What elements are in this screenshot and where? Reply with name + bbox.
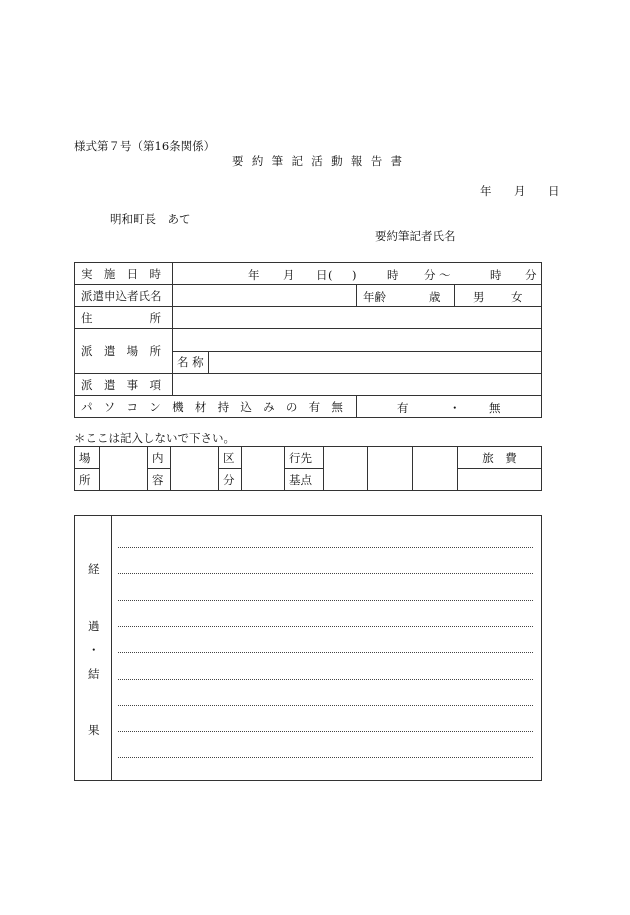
office-content-field[interactable] (171, 447, 219, 491)
label-place: 派 遣 場 所 (75, 329, 173, 374)
label-datetime: 実 施 日 時 (75, 263, 173, 285)
age-field[interactable]: 年齢 歳 (357, 285, 455, 307)
label-office-place-2: 所 (75, 469, 100, 491)
office-base-field-3[interactable] (413, 447, 458, 491)
date-day: 日 (548, 184, 560, 198)
label-matter: 派 遣 事 項 (75, 374, 173, 396)
option-yes[interactable]: 有 (397, 401, 409, 415)
title-char: 書 (390, 154, 402, 168)
row-place-top (75, 329, 542, 352)
option-no[interactable]: 無 (489, 401, 501, 415)
place-name-field[interactable] (209, 351, 542, 374)
label-pc-equipment: パ ソ コ ン 機 材 持 込 み の 有 無 (75, 396, 357, 418)
report-dotted-line[interactable] (118, 626, 533, 627)
label-office-place-1: 場 (75, 447, 100, 469)
row-applicant (75, 285, 542, 307)
date-month: 月 (514, 184, 526, 198)
request-table (74, 262, 542, 418)
side-char: 経 (88, 562, 100, 576)
applicant-name-field[interactable] (173, 285, 357, 307)
row-pc (75, 396, 542, 418)
pc-equipment-choice[interactable] (357, 396, 542, 418)
date-year: 年 (480, 184, 492, 198)
report-dotted-line[interactable] (118, 652, 533, 653)
label-office-division-2: 分 (219, 469, 242, 491)
label-travel-expense: 旅 費 (458, 447, 542, 469)
side-char: ・ (88, 643, 100, 657)
title-char: 活 (311, 154, 323, 168)
report-dotted-line[interactable] (118, 600, 533, 601)
report-dotted-line[interactable] (118, 757, 533, 758)
report-dotted-line[interactable] (118, 573, 533, 574)
side-char: 果 (88, 723, 100, 737)
title-char: 報 (350, 154, 363, 168)
office-use-table (74, 446, 542, 491)
office-use-note: ＊ここは記入しないで下さい。 (74, 431, 235, 445)
office-place-field[interactable] (100, 447, 148, 491)
label-office-base-2: 基点 (285, 469, 324, 491)
writer-name-label: 要約筆記者氏名 (375, 229, 456, 243)
row-datetime (75, 263, 542, 285)
addressee: 明和町長 あて (110, 212, 191, 226)
travel-expense-field[interactable] (458, 469, 542, 491)
title-char: 記 (291, 154, 303, 168)
place-address-field[interactable] (173, 329, 542, 352)
report-side-label (75, 516, 112, 780)
report-dotted-line[interactable] (118, 679, 533, 680)
label-office-division-1: 区 (219, 447, 242, 469)
title-char: 約 (251, 154, 264, 168)
gender-field[interactable]: 男 女 (455, 285, 542, 307)
title-char: 動 (331, 154, 343, 168)
office-base-field-2[interactable] (368, 447, 413, 491)
row-address (75, 307, 542, 329)
label-office-base-1: 行先 (285, 447, 324, 469)
report-dotted-line[interactable] (118, 705, 533, 706)
side-char: 結 (88, 667, 100, 681)
office-base-field-1[interactable] (324, 447, 368, 491)
address-field[interactable] (173, 307, 542, 329)
report-dotted-line[interactable] (118, 731, 533, 732)
report-dotted-line[interactable] (118, 547, 533, 548)
label-place-name: 名 称 (173, 351, 209, 374)
row-matter (75, 374, 542, 396)
title-char: 要 (232, 154, 244, 168)
label-address: 住 所 (75, 307, 173, 329)
label-applicant: 派遣申込者氏名 (75, 285, 173, 307)
title-char: 告 (370, 154, 383, 168)
label-office-content-1: 内 (148, 447, 171, 469)
office-division-field[interactable] (242, 447, 285, 491)
option-separator: ・ (449, 401, 461, 415)
side-char: 過 (88, 619, 100, 633)
label-office-content-2: 容 (148, 469, 171, 491)
report-box (74, 515, 542, 781)
page-title (232, 153, 402, 169)
title-char: 筆 (271, 154, 284, 168)
matter-field[interactable] (173, 374, 542, 396)
datetime-field[interactable]: 年 月 日 ( ) 時 分 ～ 時 分 (173, 263, 542, 285)
form-number: 様式第７号（第16条関係） (74, 139, 216, 153)
